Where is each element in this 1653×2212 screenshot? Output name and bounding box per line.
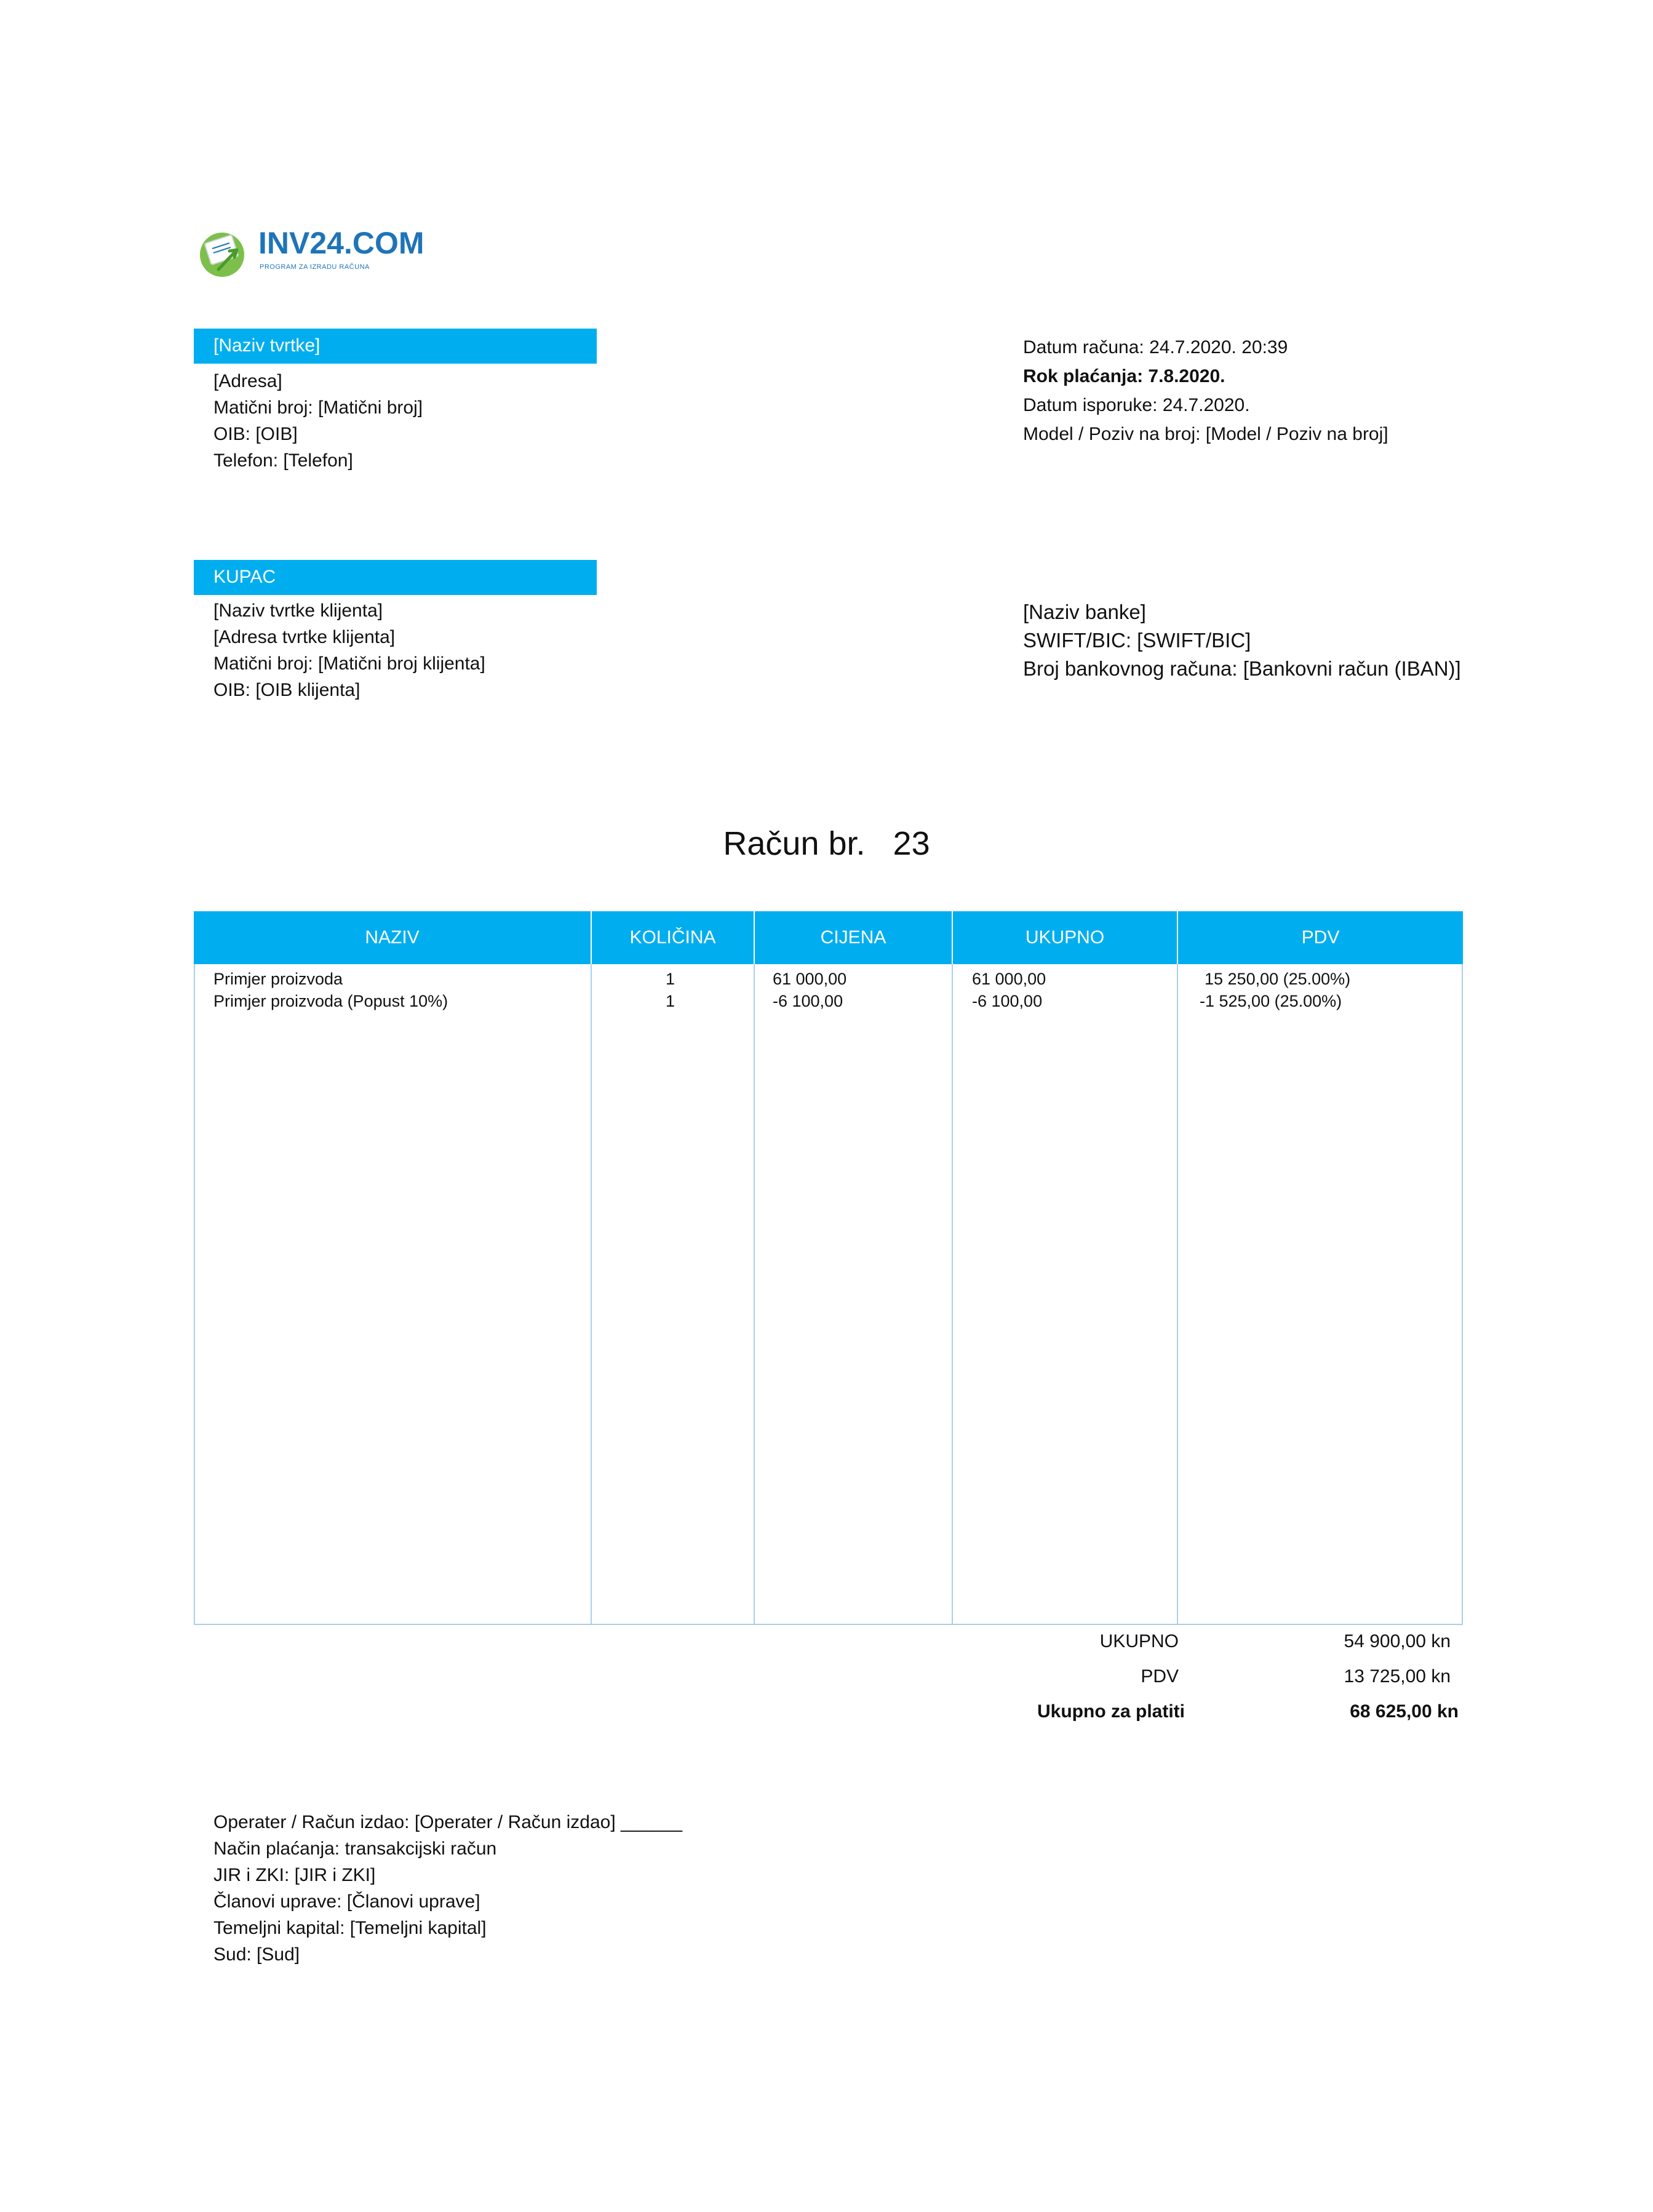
item-total: 61 000,00: [972, 970, 1046, 988]
bank-account: Broj bankovnog računa: [Bankovni račun (IBAN)]: [1023, 657, 1461, 680]
jir-zki: JIR i ZKI: [JIR i ZKI]: [213, 1865, 376, 1885]
buyer-oib: OIB: [OIB klijenta]: [213, 680, 360, 700]
payment-due-date: Rok plaćanja: 7.8.2020.: [1023, 366, 1225, 386]
bank-details: [1023, 598, 1461, 683]
item-name: Primjer proizvoda: [213, 970, 343, 988]
item-quantity: 1: [666, 970, 675, 988]
vat-total-label: PDV: [1141, 1666, 1179, 1687]
company-logo: [194, 220, 255, 282]
vat-total-value: 13 725,00 kn: [1344, 1666, 1451, 1687]
subtotal-value: 54 900,00 kn: [1344, 1631, 1451, 1651]
column-divider: [754, 911, 755, 1625]
invoice-footer: [213, 1809, 682, 1968]
column-divider: [591, 911, 592, 1625]
seller-phone: Telefon: [Telefon]: [213, 450, 353, 471]
issued-by: Operater / Račun izdao: [Operater / Račun izdao] ______: [213, 1812, 683, 1832]
grand-total-value: 68 625,00 kn: [1350, 1701, 1459, 1722]
logo-wordmark: INV24.COM: [258, 226, 424, 260]
seller-header: [Naziv tvrtke]: [194, 329, 597, 364]
payment-reference: Model / Poziv na broj: [Model / Poziv na broj]: [1023, 424, 1388, 444]
column-header-name: NAZIV: [365, 927, 420, 948]
buyer-header: KUPAC: [194, 560, 597, 595]
item-vat: -1 525,00 (25.00%): [1200, 992, 1342, 1010]
item-price: -6 100,00: [773, 992, 843, 1010]
item-price: 61 000,00: [773, 970, 847, 988]
seller-address: [Adresa]: [213, 371, 282, 391]
grand-total-label: Ukupno za platiti: [1037, 1701, 1185, 1722]
invoice-title: Račun br. 23: [723, 825, 930, 862]
item-total: -6 100,00: [972, 992, 1043, 1010]
logo-tagline: PROGRAM ZA IZRADU RAČUNA: [260, 263, 370, 271]
column-divider: [1177, 911, 1178, 1625]
item-vat: 15 250,00 (25.00%): [1205, 970, 1351, 988]
payment-method: Način plaćanja: transakcijski račun: [213, 1839, 497, 1859]
invoice-date: Datum računa: 24.7.2020. 20:39: [1023, 337, 1288, 357]
buyer-address: [Adresa tvrtke klijenta]: [213, 627, 396, 647]
column-header-vat: PDV: [1301, 927, 1340, 948]
bank-swift: SWIFT/BIC: [SWIFT/BIC]: [1023, 629, 1251, 652]
seller-registration-number: Matični broj: [Matični broj]: [213, 397, 423, 418]
bank-name: [Naziv banke]: [1023, 601, 1146, 623]
subtotal-label: UKUPNO: [1099, 1631, 1179, 1651]
item-name: Primjer proizvoda (Popust 10%): [213, 992, 448, 1010]
item-quantity: 1: [666, 992, 675, 1010]
column-divider: [952, 911, 953, 1625]
seller-details: [213, 368, 423, 474]
column-header-quantity: KOLIČINA: [629, 927, 716, 948]
share-capital: Temeljni kapital: [Temeljni kapital]: [213, 1918, 487, 1938]
court: Sud: [Sud]: [213, 1944, 300, 1965]
buyer-name: [Naziv tvrtke klijenta]: [213, 601, 383, 621]
invoice-meta: [1023, 333, 1388, 449]
column-header-total: UKUPNO: [1025, 927, 1105, 948]
board-members: Članovi uprave: [Članovi uprave]: [213, 1891, 480, 1912]
column-header-price: CIJENA: [820, 927, 886, 948]
items-table: [194, 911, 1463, 1625]
delivery-date: Datum isporuke: 24.7.2020.: [1023, 395, 1250, 415]
buyer-registration-number: Matični broj: [Matični broj klijenta]: [213, 653, 485, 674]
seller-oib: OIB: [OIB]: [213, 424, 298, 444]
logo-icon: [194, 220, 255, 282]
buyer-details: [213, 597, 485, 703]
